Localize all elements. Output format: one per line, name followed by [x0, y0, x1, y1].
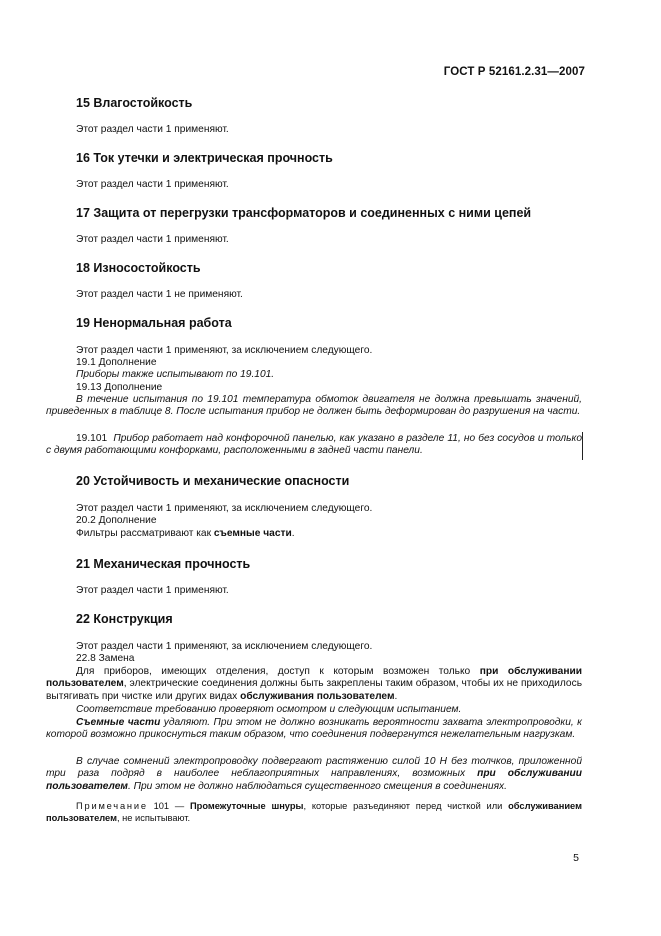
section-19-13-heading: 19.13 Дополнение [76, 382, 163, 393]
section-21-text: Этот раздел части 1 применяют. [76, 585, 229, 596]
section-21-title: 21 Механическая прочность [76, 557, 251, 571]
standard-code: ГОСТ Р 52161.2.31—2007 [443, 66, 585, 78]
note-label: Примечание [76, 801, 148, 811]
section-19-101-paragraph [46, 433, 582, 458]
section-22-8-heading: 22.8 Замена [76, 653, 135, 664]
section-19-101-number: 19.101 [76, 433, 108, 444]
section-22-8-paragraph-3: Съемные части удаляют. При этом не должно возникать вероятности захвата электропроводки, к которой возможно прикоснуться таким образом, что соединения подвергнутся нежелательным нагрузкам. [46, 717, 582, 741]
section-22-8-paragraph-4: В случае сомнений электропроводку подвергают растяжению силой 10 Н без толчков, приложенной три раза подряд в наиболее неблагоприятных направлениях, возможных при обслуживании пользователем. При этом не должно наблюдаться существенного смещения в соединениях. [46, 756, 582, 792]
section-22-8-compliance: Соответствие требованию проверяют осмотром и следующим испытанием. [76, 704, 462, 715]
section-17-text: Этот раздел части 1 применяют. [76, 234, 229, 245]
page-number: 5 [573, 852, 579, 864]
change-bar [582, 432, 583, 460]
section-20-2-text: Фильтры рассматривают как съемные части. [76, 528, 295, 539]
section-16-title: 16 Ток утечки и электрическая прочность [76, 151, 333, 165]
section-19-1-heading: 19.1 Дополнение [76, 357, 157, 368]
removable-parts-term: съемные части [213, 528, 292, 539]
section-22-intro: Этот раздел части 1 применяют, за исключением следующего. [76, 641, 373, 652]
section-22-note: Примечание 101 — Промежуточные шнуры, которые разъединяют перед чисткой или обслуживанием пользователем, не испытывают. [46, 801, 582, 824]
section-22-8-paragraph-1: Для приборов, имеющих отделения, доступ к которым возможен только при обслуживании пользователем, электрические соединения должны быть закреплены таким образом, чтобы их не приходилось вытягивать при чистке или других видах обслуживания пользователем. [46, 666, 583, 702]
section-19-1-text: Приборы также испытывают по 19.101. [76, 369, 275, 380]
section-19-13-text: В течение испытания по 19.101 температура обмоток двигателя не должна превышать значений, приведенных в таблице 8. После испытания прибор не должен быть деформирован до разрушения на части. [46, 394, 582, 418]
section-15-text: Этот раздел части 1 применяют. [76, 124, 229, 135]
section-20-intro: Этот раздел части 1 применяют, за исключением следующего. [76, 503, 373, 514]
section-17-title: 17 Защита от перегрузки трансформаторов и соединенных с ними цепей [76, 206, 532, 220]
section-19-intro: Этот раздел части 1 применяют, за исключением следующего. [76, 345, 373, 356]
section-18-text: Этот раздел части 1 не применяют. [76, 289, 243, 300]
section-20-2-heading: 20.2 Дополнение [76, 515, 157, 526]
section-19-101-text: Прибор работает над конфорочной панелью, как указано в разделе 11, но без сосудов и только с двумя работающими конфорками, расположенными в задней части панели. [46, 433, 582, 457]
section-22-title: 22 Конструкция [76, 612, 173, 626]
section-19-title: 19 Ненормальная работа [76, 316, 232, 330]
section-16-text: Этот раздел части 1 применяют. [76, 179, 229, 190]
section-18-title: 18 Износостойкость [76, 261, 201, 275]
section-15-title: 15 Влагостойкость [76, 96, 193, 110]
section-20-title: 20 Устойчивость и механические опасности [76, 474, 350, 488]
